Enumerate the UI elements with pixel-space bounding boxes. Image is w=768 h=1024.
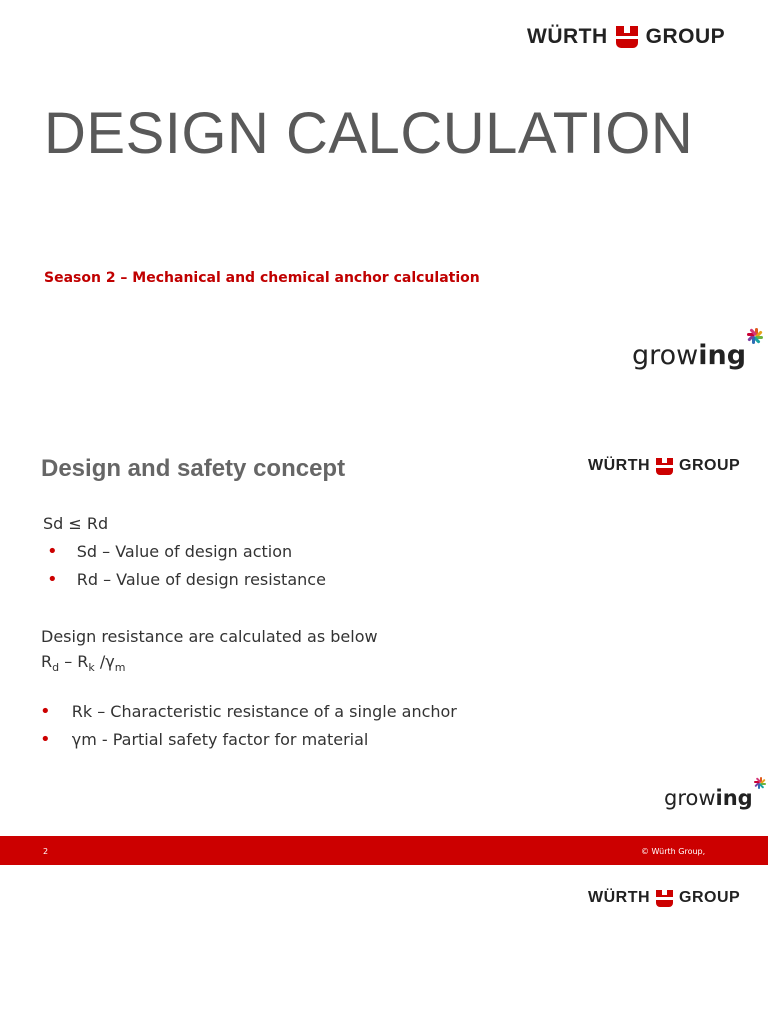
formula-rk-sub: k	[88, 661, 95, 675]
bullet-icon: •	[40, 701, 51, 722]
page-title: DESIGN CALCULATION	[44, 101, 694, 166]
wurth-wordmark: WÜRTH	[588, 889, 651, 906]
growing-logo-light: grow	[632, 340, 699, 371]
formula-div: /γ	[94, 652, 115, 671]
wurth-group-logo-slide3	[588, 889, 740, 907]
formula-rd: R	[41, 652, 53, 671]
growing-burst-icon	[753, 776, 767, 790]
resistance-intro: Design resistance are calculated as below	[41, 627, 378, 646]
bullet-icon: •	[40, 729, 51, 750]
wurth-group-logo-slide2	[588, 457, 740, 475]
bullet-icon: •	[47, 569, 58, 590]
list-item	[47, 570, 326, 589]
growing-logo-bold: ing	[698, 340, 747, 371]
formula-eq: –	[59, 652, 78, 671]
wurth-crest-icon	[616, 26, 638, 48]
list-item-text: γm - Partial safety factor for material	[71, 730, 369, 749]
design-condition: Sd ≤ Rd	[43, 514, 109, 533]
formula-rk: R	[77, 652, 89, 671]
growing-burst-icon	[746, 327, 764, 345]
list-item-text: Rk – Characteristic resistance of a single anchor	[71, 702, 457, 721]
list-item-text: Sd – Value of design action	[76, 542, 293, 561]
section-heading: Design and safety concept	[41, 455, 346, 482]
wurth-crest-icon	[656, 890, 673, 907]
group-wordmark: GROUP	[645, 25, 726, 48]
list-item	[47, 542, 292, 561]
resistance-formula	[41, 652, 125, 674]
group-wordmark: GROUP	[679, 889, 741, 906]
formula-gm-sub: m	[114, 661, 126, 675]
growing-logo-light: grow	[664, 786, 716, 810]
list-item-text: Rd – Value of design resistance	[76, 570, 326, 589]
growing-logo	[664, 786, 768, 810]
page-number: 2	[43, 847, 49, 856]
list-item	[40, 730, 368, 749]
list-item	[40, 702, 457, 721]
growing-logo-bold: ing	[715, 786, 753, 810]
page-subtitle: Season 2 – Mechanical and chemical anchor calculation	[44, 270, 480, 286]
wurth-group-logo-top	[527, 25, 725, 49]
wurth-crest-icon	[656, 458, 673, 475]
wurth-wordmark: WÜRTH	[588, 457, 651, 474]
formula-rd-sub: d	[52, 661, 60, 675]
copyright-text: © Würth Group,	[641, 847, 706, 856]
wurth-wordmark: WÜRTH	[527, 25, 608, 48]
group-wordmark: GROUP	[679, 457, 741, 474]
bullet-icon: •	[47, 541, 58, 562]
growing-logo	[632, 340, 766, 371]
